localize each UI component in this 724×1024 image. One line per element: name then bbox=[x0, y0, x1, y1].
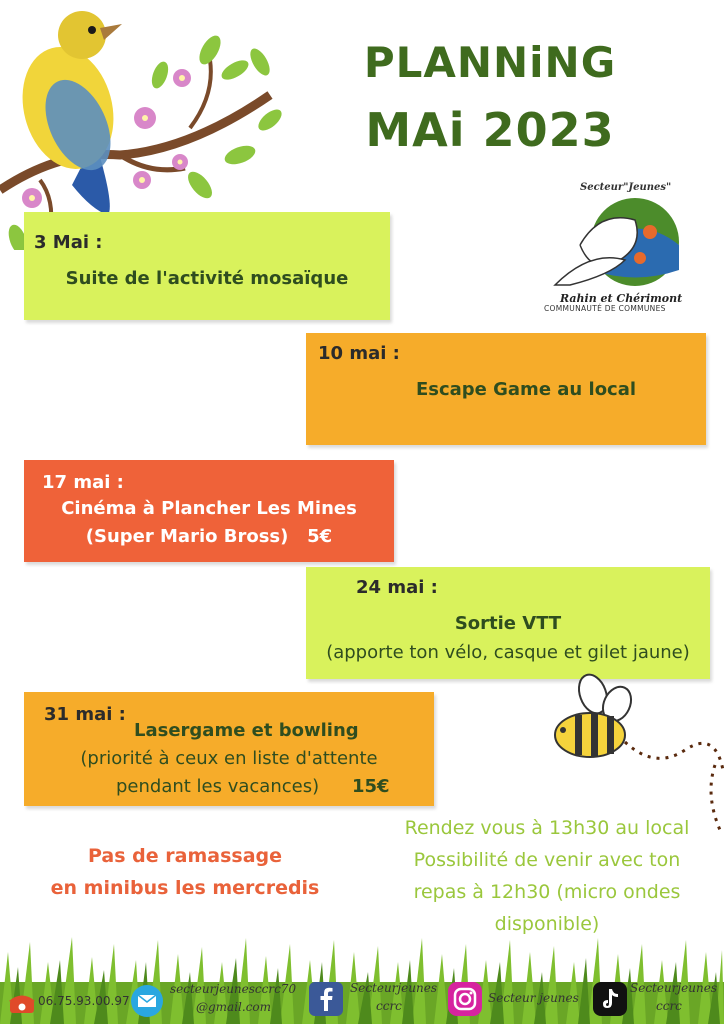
event-box-4 bbox=[306, 567, 710, 679]
event-date: 31 mai : bbox=[44, 704, 126, 725]
event-text: pendant les vacances) bbox=[116, 776, 320, 797]
footer-phone: 06.75.93.00.97 bbox=[38, 994, 130, 1008]
footer-instagram: Secteur jeunes bbox=[488, 991, 579, 1005]
event-text: Lasergame et bowling bbox=[134, 720, 359, 741]
event-box-3 bbox=[24, 460, 394, 562]
footer-email-line-1: secteurjeunesccrc70 bbox=[170, 982, 297, 996]
title-line-2: MAi 2023 bbox=[365, 103, 615, 157]
instagram-icon[interactable] bbox=[447, 981, 483, 1017]
email-icon[interactable] bbox=[130, 984, 164, 1018]
footer-email-line-2: @gmail.com bbox=[196, 1000, 272, 1014]
footer-facebook-line-1: Secteurjeunes bbox=[350, 981, 437, 995]
logo-subtitle: COMMUNAUTÉ DE COMMUNES bbox=[544, 304, 666, 313]
event-date: 17 mai : bbox=[42, 472, 124, 493]
note-meeting-line-2: Possibilité de venir avec ton bbox=[413, 849, 681, 871]
event-text: Suite de l'activité mosaïque bbox=[65, 268, 349, 289]
note-meeting-line-1: Rendez vous à 13h30 au local bbox=[404, 817, 690, 839]
event-box-1 bbox=[24, 212, 390, 320]
footer-facebook-line-2: ccrc bbox=[376, 999, 402, 1013]
logo-top-text: Secteur"Jeunes" bbox=[580, 182, 672, 193]
event-date: 24 mai : bbox=[356, 577, 438, 598]
event-text: Sortie VTT bbox=[454, 613, 562, 634]
title-line-1: PLANNiNG bbox=[363, 38, 617, 87]
footer-tiktok-line-2: ccrc bbox=[656, 999, 682, 1013]
event-text: Escape Game au local bbox=[415, 379, 637, 400]
tiktok-icon[interactable] bbox=[592, 981, 628, 1017]
event-date: 10 mai : bbox=[318, 343, 400, 364]
note-no-bus-line-1: Pas de ramassage bbox=[88, 845, 282, 867]
logo-name: Rahin et Chérimont bbox=[560, 292, 683, 305]
event-text: (apporte ton vélo, casque et gilet jaune) bbox=[326, 642, 690, 663]
note-meeting-line-4: disponible) bbox=[494, 913, 600, 935]
event-text: (Super Mario Bross) 5€ bbox=[85, 526, 333, 547]
facebook-icon[interactable] bbox=[308, 981, 344, 1017]
logo-emblem bbox=[540, 190, 700, 290]
logo bbox=[540, 180, 700, 315]
event-box-2 bbox=[306, 333, 706, 445]
event-box-5 bbox=[24, 692, 434, 806]
footer-tiktok-line-1: Secteurjeunes bbox=[630, 981, 717, 995]
event-text: Cinéma à Plancher Les Mines bbox=[61, 498, 357, 519]
phone-icon bbox=[8, 992, 36, 1014]
event-text: (priorité à ceux en liste d'attente bbox=[80, 748, 378, 769]
note-meeting-line-3: repas à 12h30 (micro ondes bbox=[413, 881, 681, 903]
note-no-bus-line-2: en minibus les mercredis bbox=[50, 877, 320, 899]
event-date: 3 Mai : bbox=[34, 232, 103, 253]
event-price: 15€ bbox=[352, 776, 390, 797]
